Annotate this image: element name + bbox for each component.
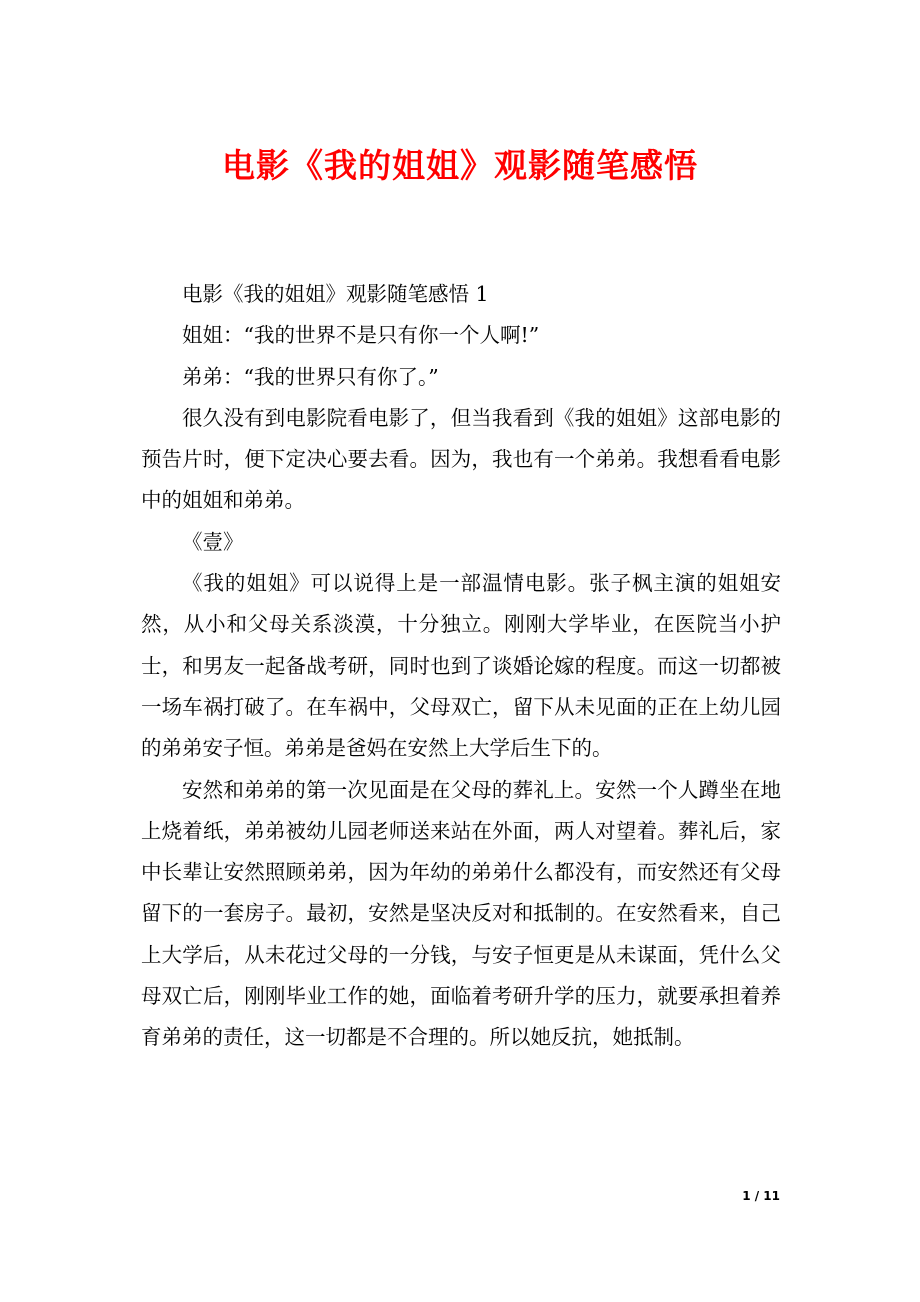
document-title: 电影《我的姐姐》观影随笔感悟	[222, 146, 698, 185]
document-body	[141, 274, 781, 1059]
paragraph: 很久没有到电影院看电影了，但当我看到《我的姐姐》这部电影的预告片时，便下定决心要去看。因为，我也有一个弟弟。我想看看电影中的姐姐和弟弟。	[141, 405, 781, 513]
paragraph: 安然和弟弟的第一次见面是在父母的葬礼上。安然一个人蹲坐在地上烧着纸，弟弟被幼儿园老师送来站在外面，两人对望着。葬礼后，家中长辈让安然照顾弟弟，因为年幼的弟弟什么都没有，而安然还有父母留下的一套房子。最初，安然是坚决反对和抵制的。在安然看来，自己上大学后，从未花过父母的一分钱，与安子恒更是从未谋面，凭什么父母双亡后，刚刚毕业工作的她，面临着考研升学的压力，就要承担着养育弟弟的责任，这一切都是不合理的。所以她反抗，她抵制。	[141, 777, 781, 1050]
paragraph: 《壹》	[182, 529, 244, 554]
paragraph: 《我的姐姐》可以说得上是一部温情电影。张子枫主演的姐姐安然，从小和父母关系淡漠，十分独立。刚刚大学毕业，在医院当小护士，和男友一起备战考研，同时也到了谈婚论嫁的程度。而这一切都被一场车祸打破了。在车祸中，父母双亡，留下从未见面的正在上幼儿园的弟弟安子恒。弟弟是爸妈在安然上大学后生下的。	[141, 571, 781, 761]
paragraph: 弟弟：“我的世界只有你了。”	[182, 364, 439, 389]
page-number: 1 / 11	[742, 1189, 780, 1203]
paragraph: 电影《我的姐姐》观影随笔感悟 1	[182, 282, 489, 306]
paragraph: 姐姐：“我的世界不是只有你一个人啊!”	[182, 323, 540, 348]
